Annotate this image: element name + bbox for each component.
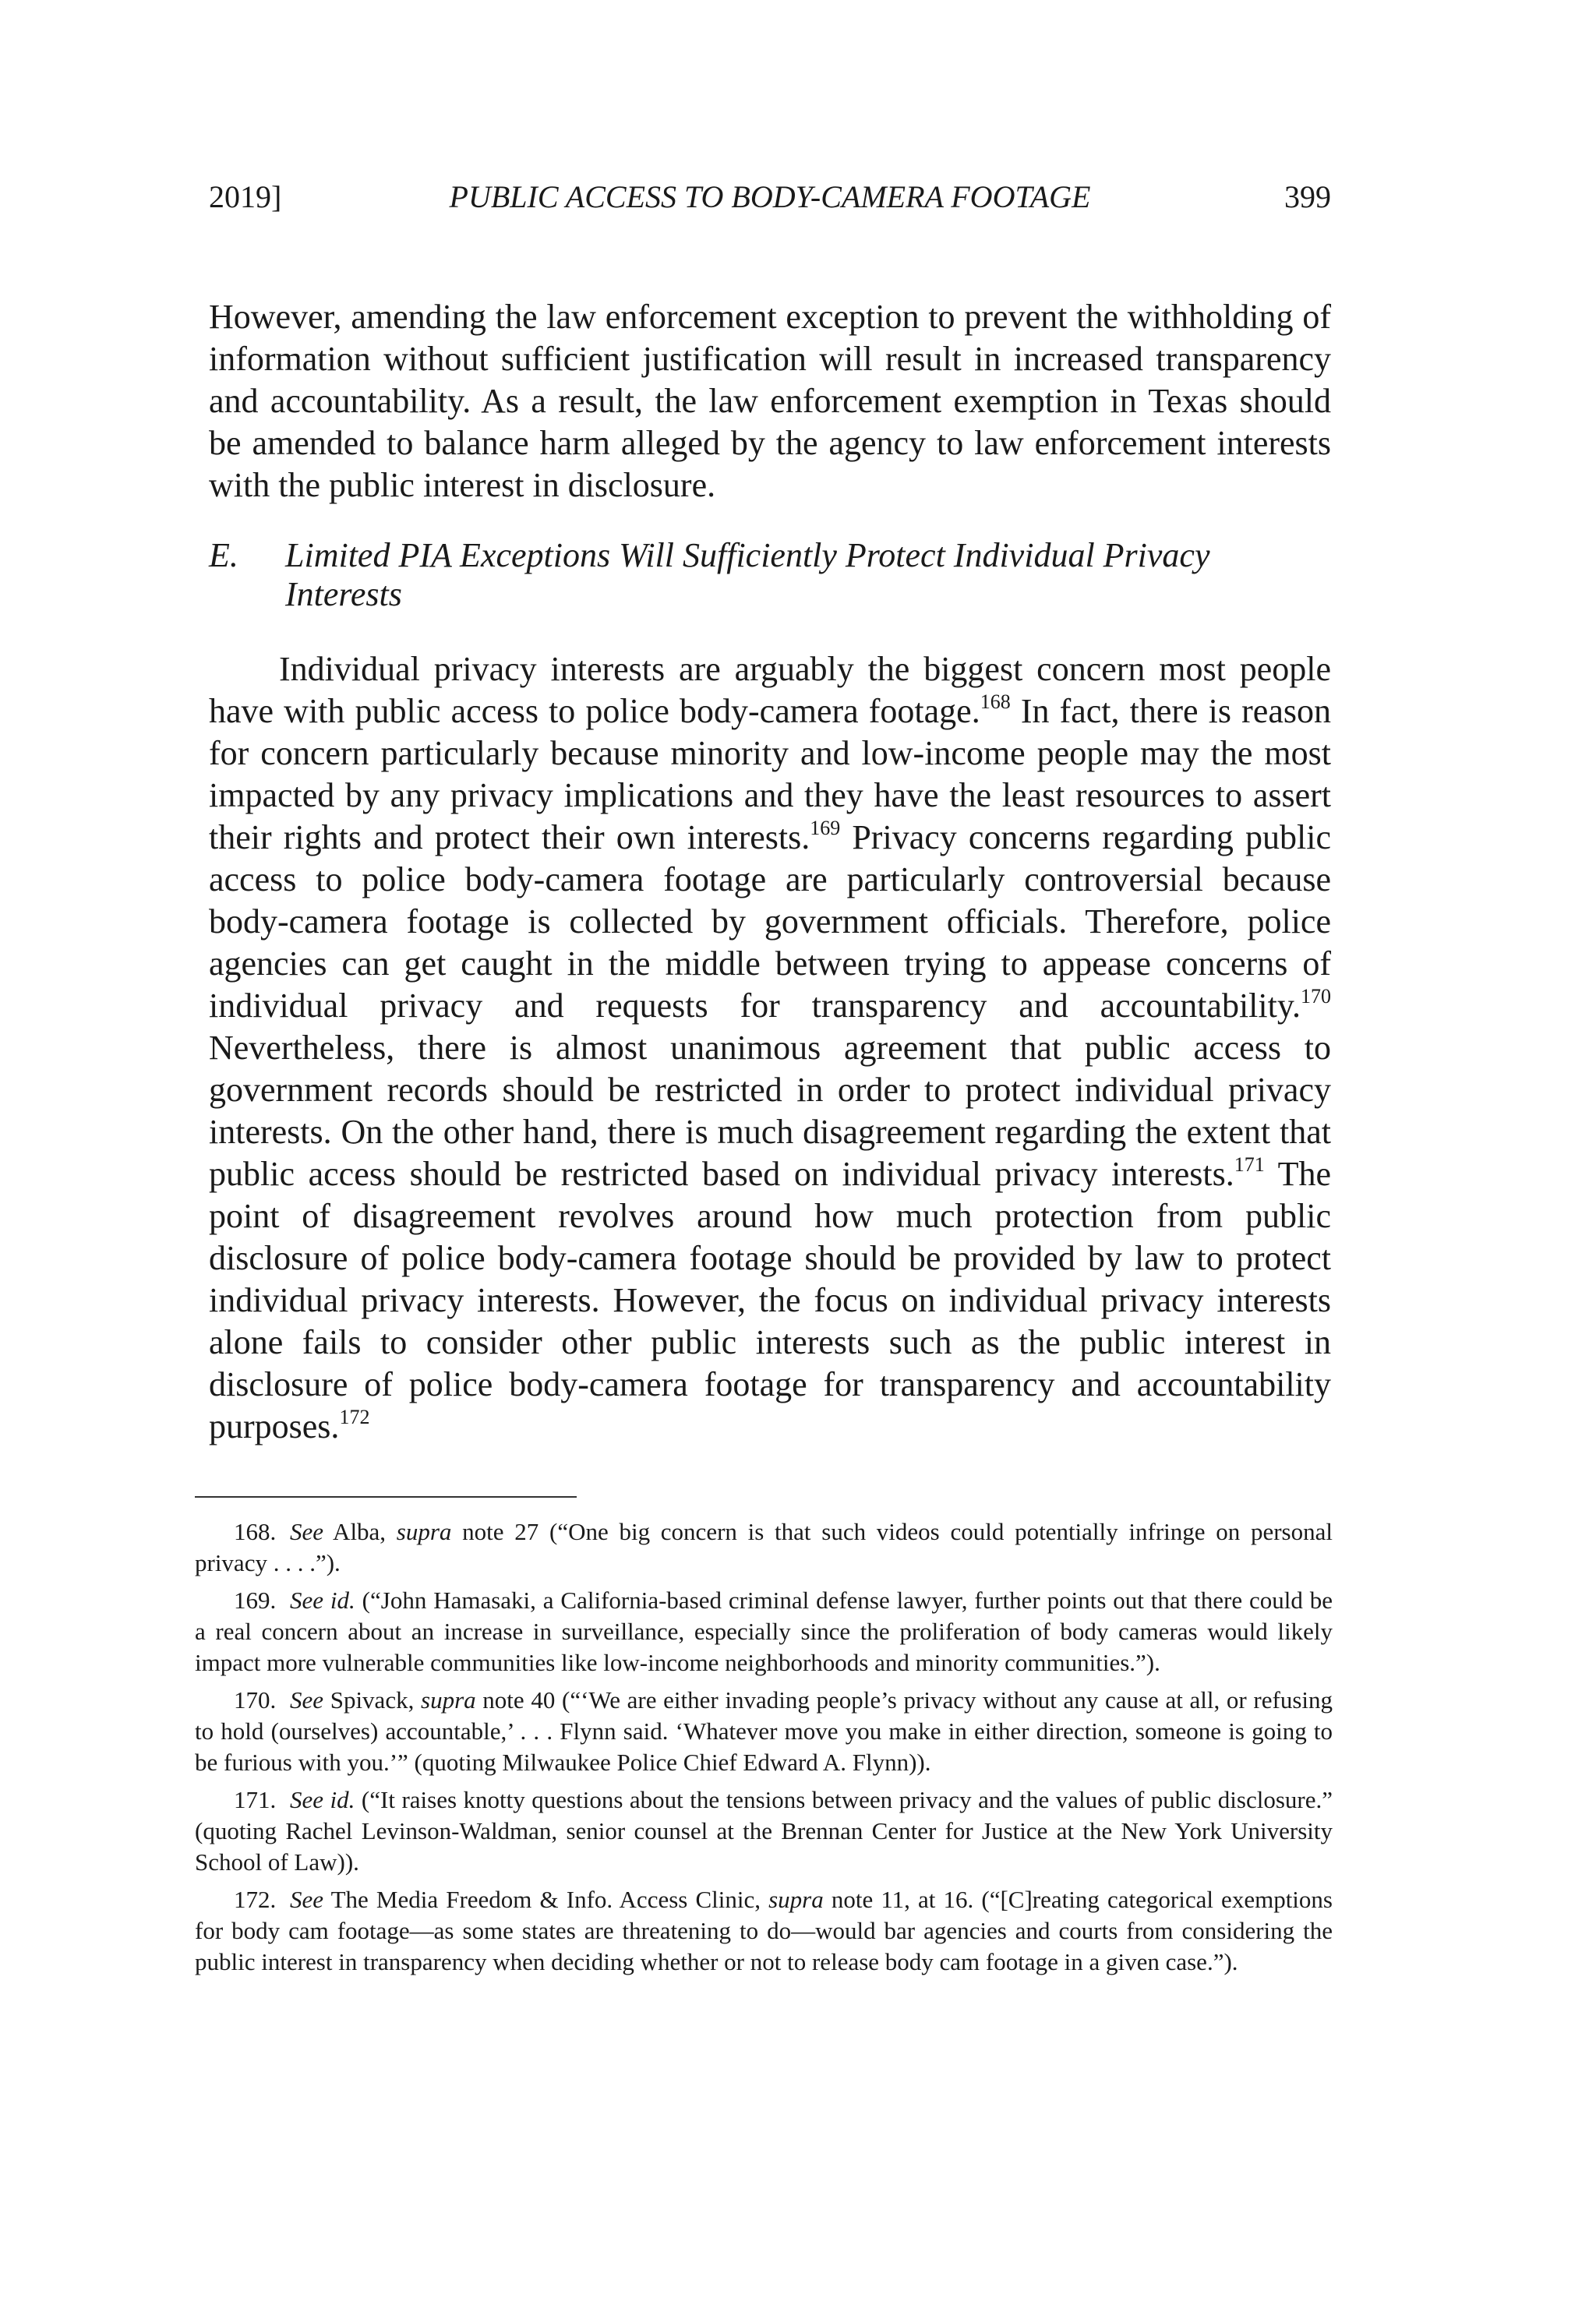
- signal: See: [290, 1686, 324, 1714]
- footnote-text: note 27 (“One big concern is that such videos could potentially infringe on personal privacy . . . .”).: [195, 1518, 1333, 1576]
- footnote-text: note 40 (“‘We are either invading people’s privacy without any cause at all, or refusing to hold (ourselves) accountable,’ . . . Flynn said. ‘Whatever move you make in either direction, someone is going to be furious with you.’” (quoting Milwaukee Police Chief Edward A. Flynn)).: [195, 1686, 1333, 1776]
- footnote-number: 170.: [234, 1686, 277, 1714]
- footnote-ref-171[interactable]: 171: [1234, 1153, 1265, 1176]
- footnote-text: Alba,: [323, 1518, 397, 1545]
- footnote-text: Spivack,: [323, 1686, 421, 1714]
- page-number: 399: [1284, 179, 1331, 214]
- paragraph-2: [209, 648, 1331, 1448]
- sentence-1: Individual privacy interests are arguably the biggest concern most people have with public access to police body-camera footage.: [209, 650, 1331, 730]
- footnote-169: [195, 1585, 1333, 1678]
- footnote-text: (“John Hamasaki, a California-based criminal defense lawyer, further points out that there could be a real concern about an increase in surveillance, especially since the proliferation of body cameras would likely impact more vulnerable communities like low-income neighborhoods and minority communities.”).: [195, 1587, 1333, 1676]
- sentence-3: Privacy concerns regarding public access to police body-camera footage are particularly controversial because body-camera footage is collected by government officials. Therefore, police agencies can get caught in the middle between trying to appease concerns of individual privacy and requests for transparency and accountability.: [209, 818, 1331, 1025]
- footnotes: [195, 1516, 1333, 1984]
- running-header: [209, 170, 1331, 224]
- header-year: 2019]: [209, 179, 282, 214]
- sentence-2: In fact, there is reason for concern particularly because minority and low-income people may the most impacted by any privacy implications and they have the least resources to assert their rights and protect their own interests.: [209, 692, 1331, 856]
- supra-signal: supra: [396, 1518, 452, 1545]
- signal: See id.: [290, 1587, 355, 1614]
- header-running-title: PUBLIC ACCESS TO BODY-CAMERA FOOTAGE: [449, 179, 1091, 214]
- supra-signal: supra: [768, 1886, 824, 1913]
- footnote-text: note 11, at 16. (“[C]reating categorical exemptions for body cam footage—as some states are threatening to do—would bar agencies and courts from considering the public interest in transparency when deciding whether or not to release body cam footage in a given case.”).: [195, 1886, 1333, 1975]
- main-text: [209, 296, 1331, 1448]
- sentence-4: Nevertheless, there is almost unanimous agreement that public access to government records should be restricted in order to protect individual privacy interests. On the other hand, there is much disagreement regarding the extent that public access should be restricted based on individual privacy interests.: [209, 1029, 1331, 1193]
- sentence-5: The point of disagreement revolves around how much protection from public disclosure of police body-camera footage should be provided by law to protect individual privacy interests. However, the focus on individual privacy interests alone fails to consider other public interests such as the public interest in disclosure of police body-camera footage for transparency and accountability purposes.: [209, 1155, 1331, 1445]
- footnote-170: [195, 1685, 1333, 1778]
- section-number: E.: [209, 536, 238, 574]
- footnote-text: The Media Freedom & Info. Access Clinic,: [323, 1886, 769, 1913]
- footnote-ref-172[interactable]: 172: [339, 1406, 370, 1428]
- footnote-168: [195, 1516, 1333, 1579]
- section-title: Limited PIA Exceptions Will Sufficiently Protect Individual Privacy Interests: [285, 536, 1210, 613]
- footnote-171: [195, 1784, 1333, 1878]
- footnote-number: 171.: [234, 1786, 277, 1813]
- footnote-ref-170[interactable]: 170: [1301, 985, 1331, 1008]
- signal: See id.: [290, 1786, 355, 1813]
- signal: See: [290, 1518, 324, 1545]
- footnote-text: (“It raises knotty questions about the tensions between privacy and the values of public disclosure.” (quoting Rachel Levinson-Waldman, senior counsel at the Brennan Center for Justice at the New York University School of Law)).: [195, 1786, 1333, 1876]
- section-heading: [209, 536, 1331, 614]
- footnote-number: 168.: [234, 1518, 277, 1545]
- supra-signal: supra: [421, 1686, 476, 1714]
- footnote-ref-168[interactable]: 168: [980, 690, 1011, 713]
- footnote-divider: [195, 1496, 577, 1498]
- footnote-number: 172.: [234, 1886, 277, 1913]
- footnote-172: [195, 1884, 1333, 1978]
- footnote-ref-169[interactable]: 169: [810, 817, 841, 839]
- footnote-number: 169.: [234, 1587, 277, 1614]
- signal: See: [290, 1886, 324, 1913]
- paragraph-1: However, amending the law enforcement exception to prevent the withholding of information without sufficient justification will result in increased transparency and accountability. As a result, the law enforcement exemption in Texas should be amended to balance harm alleged by the agency to law enforcement interests with the public interest in disclosure.: [209, 298, 1331, 504]
